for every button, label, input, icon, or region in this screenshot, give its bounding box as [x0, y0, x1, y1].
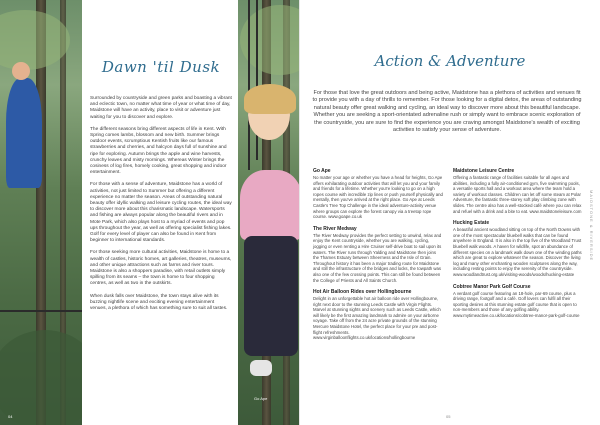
entry-cobtree-golf	[453, 284, 583, 319]
entry-title: Cobtree Manor Park Golf Course	[453, 283, 531, 290]
girl-shoe	[250, 360, 272, 376]
right-page	[300, 0, 600, 425]
zip-line	[0, 310, 82, 312]
entry-title: Hot Air Balloon Rides over Hollingbourne	[313, 289, 412, 296]
girl-leggings	[244, 236, 298, 356]
girl-hair	[244, 84, 296, 114]
paragraph: When dusk falls over Maidstone, the town stays alive with its buzzing nightlife scene and exciting evening entertainment venues, a plethora of which has something sure to suit all tastes.	[90, 293, 228, 312]
photo-credit: Go Ape	[254, 396, 268, 401]
entry-title: The River Medway	[313, 225, 357, 232]
child-head	[12, 62, 30, 80]
entry-hucking-estate	[453, 220, 583, 277]
entry-body: Delight in an unforgettable hot air balloon ride over Hollingbourne, right next door to the stunning Leeds Castle with Virgin Flights. Marvel at stunning sights and scenery such as Leeds Castle, which will likely be the first amazing landmark to admire on your airborne voyage. Take off from the 24 acre private grounds of the stunning Mercure Maidstone Hotel, the perfect place for your pre and post-flight refreshments. www.virginballoonflights.co.uk/locations/hollingbourne	[313, 296, 441, 341]
entry-body: A verdant golf course featuring an 18-hole, par-69 course, plus a driving range, footgolf and a café. Golf lovers can fulfil all their sporting desires at this stunning estate golf course that is open to non-members and those of any golfing ability. www.mytimeactive.co.uk/locations/cobtree-manor-park-golf-course	[453, 290, 580, 318]
safety-rope	[248, 0, 250, 170]
column-right	[453, 168, 583, 324]
entry-body: A beautiful ancient woodland sitting on top of the North Downs with one of the most spectacular bluebell walks that can be found anywhere in England. It is also in the top five of the Woodland Trust bluebell walk woods. A haven for wildlife, spot an abundance of different species on a landmark walk down one of the winding paths which are great to explore whatever the season. Discover the living log and many other enchanting wooden sculptures along the way, including resting points to enjoy the serenity of the countryside. www.woodlandtrust.org.uk/visiting-woods/woods/hucking-estate	[453, 227, 582, 277]
page-number-left: 04	[8, 414, 13, 419]
paragraph: The different seasons bring different aspects of life in Kent. With Spring comes lambs, blossom and new birth. Summer brings outdoor events, scrumptious Kentish fruits like our famous strawberries and cherries, and halcyon days full of sunshine and ripe for exploring. Autumn brings the apple and wine harvests, crunchy leaves and misty mornings. Whereas Winter brings the cosiness of log fires, homely cooking, great shopping and indoor entertainment.	[90, 126, 227, 176]
side-label: MAIDSTONE & RIVERSIDE	[589, 190, 594, 262]
intro-paragraph: For those that love the great outdoors and being active, Maidstone has a plethora of activities and venues fit to provide you with a day of thrills to remember. For those looking for a digital detox, the areas of outstanding natural beauty offer great walking and cycling, an ideal way to discover more about this beautiful landscape. Whether you are seeking a sport-orientated adrenaline rush or simply want to embrace scenic exploration of the countryside, you are sure to find the experience you are craving amongst Maidstone's wealth of exciting activities to satisfy your sense of adventure.	[312, 90, 582, 134]
entry-body: Offering a fantastic range of facilities suitable for all ages and abilities, including a fully air-conditioned gym, five swimming pools, a versatile sports hall and a workout area where the team hold a variety of workout classes. Children can let off some steam at Polar Adventure, the fantastic three-storey soft play climbing zone with slides. The centre also has a well-stocked café where you can relax and refuel with a drink and a bite to eat. www.maidstoneleisure.com	[453, 175, 582, 214]
entry-hot-air-balloon	[313, 289, 443, 341]
left-text-column	[82, 0, 238, 425]
paragraph: Surrounded by countryside and green parks and boasting a vibrant and eclectic town, no matter what time of year or what time of day, Maidstone will have an activity, place to visit or adventure just waiting for you to discover and explore.	[90, 96, 232, 120]
entry-title: Maidstone Leisure Centre	[453, 168, 515, 174]
entry-title: Hucking Estate	[453, 220, 490, 227]
paragraph: For those seeking more cultural activities, Maidstone is home to a wealth of castles, historic homes, art galleries, theatres, museums, and other unique attractions such as farms and river tours. Maidstone is also a shoppers paradise, with retail outlets simply spilling from its seams – the town is home to four shopping centres, as well as two in the outskirts.	[90, 250, 232, 287]
entry-body: The River Medway provides the perfect setting to unwind, relax and enjoy the Kent countryside, whether you are walking, cycling, jogging or even renting a Hire Cruiser self-drive boat to sail upon its waters. The River runs through Yalding and Maidstone then joins the Thames Estuary between Sheerness and the Isle of Grain. Throughout history it has been a major trading route for Maidstone and still the infrastructure of the bridges and locks, the towpath was also one of the few crossing points. This can still be found between the College of Priests and All Saints Church.	[313, 232, 442, 283]
entry-body: No matter your age or whether you have a head for heights, Go Ape offers exhilarating outdoor activities that will let you and your family and friends for a lifetime. Whether you're looking to go on a high ropes course with incredible zip lines or push yourself physically and mentally, then you've arrived at the right place. Go Ape at Leeds Castle's Tree Top Challenge in the ideal adventure-activity venue where groups can explore the forest canopy via a treetop rope course. www.goape.co.uk	[313, 175, 443, 220]
entry-go-ape	[313, 168, 443, 220]
entry-title: Go Ape	[313, 168, 331, 174]
paragraph: For those with a sense of adventure, Maidstone has a world of activities, not just limited to Summer but offering a different experience no matter the season. Areas of outstanding natural beauty offer idyllic walking and leisure cycling routes, the ideal way to discover more about this charismatic landscape. Watersports and fishing are always popular along the beautiful rivers and in Mote Park, which also plays host to a myriad of events and pop ups throughout the year, as well as offering specialist fishing lakes. Golf for every level of player can also be found in Kent from beginner to international standards.	[90, 182, 232, 244]
page-number-right: 05	[446, 414, 451, 419]
entry-river-medway	[313, 226, 443, 283]
climbing-child	[6, 78, 42, 188]
page-title-right: Action & Adventure	[374, 52, 526, 70]
column-left	[313, 168, 443, 347]
girl-jacket	[240, 170, 300, 240]
page-title-left: Dawn 'til Dusk	[101, 58, 221, 76]
entry-leisure-centre	[453, 168, 583, 214]
